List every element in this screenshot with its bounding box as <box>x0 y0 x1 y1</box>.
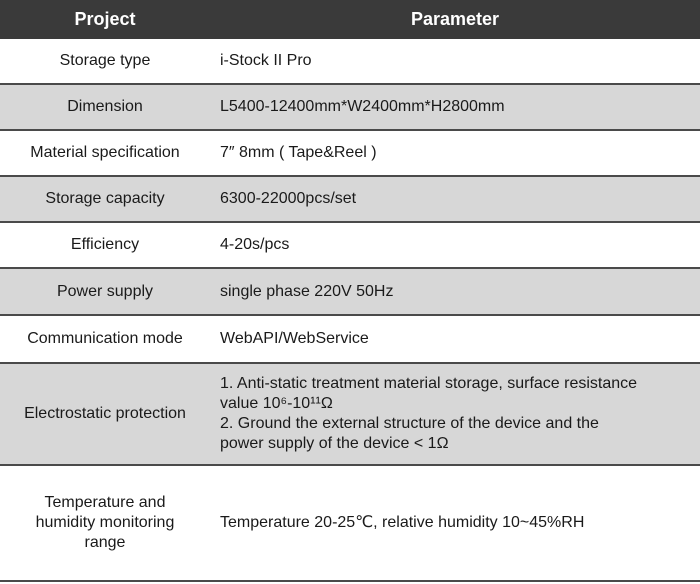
row-project <box>0 465 210 581</box>
table-row <box>0 363 700 465</box>
row-parameter: Temperature 20-25℃, relative humidity 10~45%RH <box>210 465 700 581</box>
row-project: Storage type <box>0 39 210 84</box>
table-row <box>0 176 700 222</box>
row-parameter <box>210 363 700 465</box>
header-parameter: Parameter <box>210 0 700 39</box>
table-row <box>0 315 700 363</box>
project-line: Temperature and <box>44 494 166 511</box>
row-parameter: i-Stock II Pro <box>210 39 700 84</box>
row-project: Material specification <box>0 130 210 176</box>
table-row <box>0 222 700 268</box>
table-row <box>0 39 700 84</box>
row-parameter: 7″ 8mm ( Tape&Reel ) <box>210 130 700 176</box>
row-project: Communication mode <box>0 315 210 363</box>
row-parameter: WebAPI/WebService <box>210 315 700 363</box>
parameter-line: 1. Anti-static treatment material storage, surface resistance <box>220 375 638 392</box>
row-project: Efficiency <box>0 222 210 268</box>
row-parameter: L5400-12400mm*W2400mm*H2800mm <box>210 84 700 130</box>
table-row <box>0 268 700 315</box>
row-project: Storage capacity <box>0 176 210 222</box>
project-line: range <box>84 534 126 551</box>
header-project: Project <box>0 0 210 39</box>
row-project: Electrostatic protection <box>0 363 210 465</box>
row-project: Power supply <box>0 268 210 315</box>
table-row <box>0 465 700 581</box>
table-row <box>0 130 700 176</box>
parameter-line: power supply of the device < 1Ω <box>220 435 449 452</box>
table-header <box>0 0 700 39</box>
row-parameter: 4-20s/pcs <box>210 222 700 268</box>
row-project: Dimension <box>0 84 210 130</box>
parameter-line: 2. Ground the external structure of the device and the <box>220 415 599 432</box>
row-parameter: single phase 220V 50Hz <box>210 268 700 315</box>
row-parameter: 6300-22000pcs/set <box>210 176 700 222</box>
project-line: humidity monitoring <box>35 514 175 531</box>
parameter-line: value 10⁶-10¹¹Ω <box>220 395 333 412</box>
table-row <box>0 84 700 130</box>
